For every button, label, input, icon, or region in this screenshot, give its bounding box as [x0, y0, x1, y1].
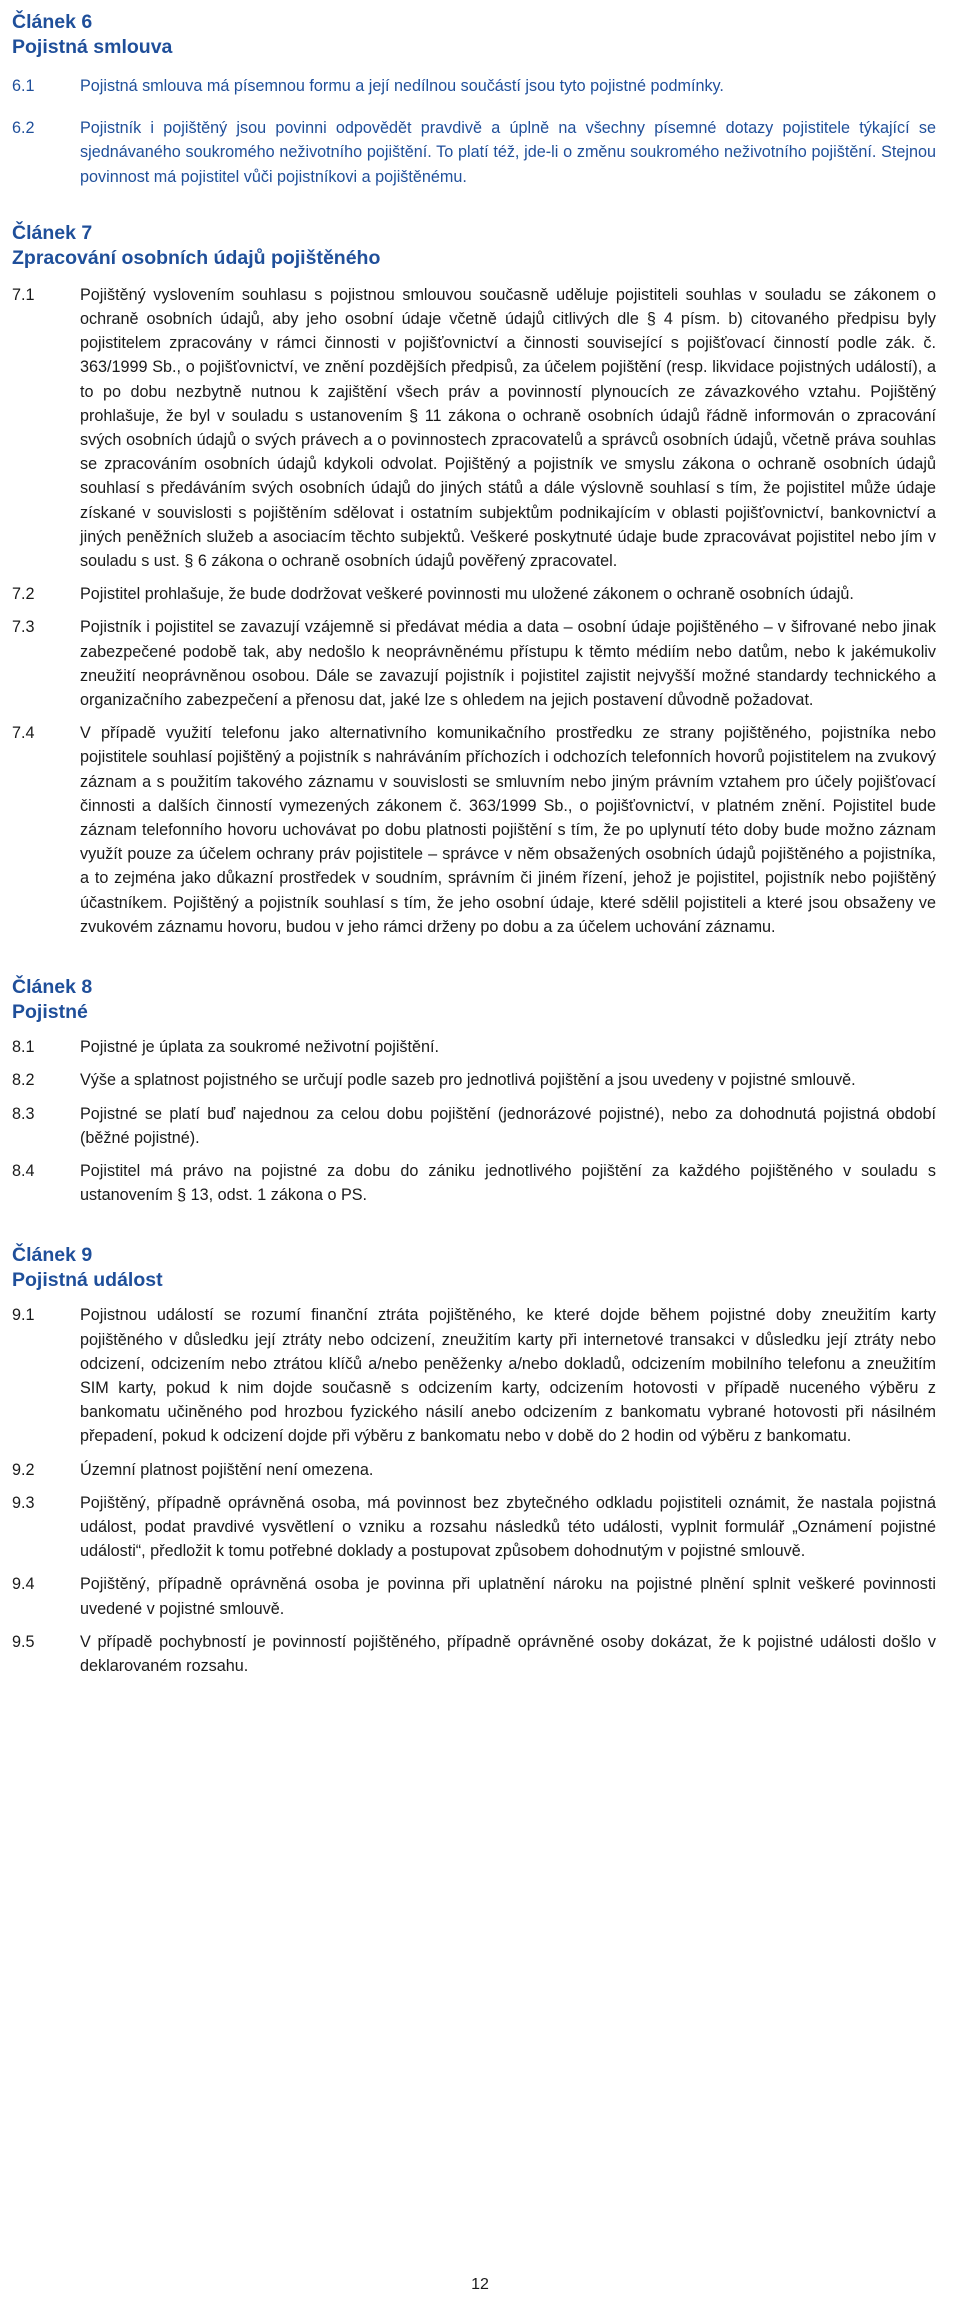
- clause-number: 6.2: [12, 119, 35, 138]
- clause-9-4: [12, 1572, 936, 1620]
- clause-text: V případě využití telefonu jako alternativního komunikačního prostředku ze strany pojištěného, pojistníka nebo pojistitele souhlasí pojištěný a pojistník s nahráváním příchozích i odchozích telefonních hovorů pojistitelem na zvukový záznam a s použitím takového záznamu v souvislosti se smluvním nebo jiným právním vztahem pro účely pojišťovací činnosti a dalších činností vymezených zákonem č. 363/1999 Sb., o pojišťovnictví, v platném znění. Pojistitel bude záznam telefonního hovoru uchovávat po dobu platnosti pojištění s tím, že po uplynutí této doby bude možno záznam využít pouze za účelem ochrany práv pojistitele – správce v něm obsažených osobních údajů pojištěného a pojistníka, a to zejména jako důkazní prostředek v soudním, správním či jiném řízení, jehož je pojistitel, pojistník nebo pojištěný účastníkem. Pojištěný a pojistník souhlasí s tím, že jeho osobní údaje, které sdělil pojistiteli a které jsou obsaženy ve zvukovém záznamu hovoru, budou v jeho rámci drženy po dobu a za účelem uchování záznamu.: [80, 724, 936, 936]
- article-9: [12, 1243, 936, 1678]
- clause-text: Pojistník i pojistitel se zavazují vzájemně si předávat média a data – osobní údaje pojištěného – v šifrované nebo jinak zabezpečené podobě tak, aby nedošlo k neoprávněnému přístupu k těmto médiím nebo datům, nebo k jakémukoliv zneužití neoprávněnou osobou. Dále se zavazují pojistník i pojistitel zajistit nejvyšší možné standardy technického a organizačního zabezpečení a přenosu dat, jaké lze s ohledem na jejich postavení důvodně požadovat.: [80, 618, 936, 710]
- clause-text: Pojistník i pojištěný jsou povinni odpovědět pravdivě a úplně na všechny písemné dotazy pojistitele týkající se sjednávaného soukromého neživotního pojištění. To platí též, jde-li o změnu soukromého neživotního pojištění. Stejnou povinnost má pojistitel vůči pojistníkovi a pojištěnému.: [80, 119, 936, 186]
- clause-text: Pojištěný vyslovením souhlasu s pojistnou smlouvou současně uděluje pojistiteli souhlas v souladu se zákonem o ochraně osobních údajů, aby jeho osobní údaje včetně údajů citlivých dle § 4 písm. b) citovaného předpisu byly pojistitelem zpracovány v rámci činnosti v pojišťovnictví a činnosti související s pojišťovací činností podle zák. č. 363/1999 Sb., o pojišťovnictví, ve znění pozdějších předpisů, za účelem pojištění (resp. likvidace pojistných událostí), a to po dobu nezbytně nutnou k zajištění všech práv a povinností plynoucích ze závazkového vztahu. Pojištěný prohlašuje, že byl v souladu s ustanovením § 11 zákona o ochraně osobních údajů řádně informován o zpracování svých osobních údajů o svých právech a o povinnostech zpracovatelů a správců osobních údajů, včetně práva souhlas se zpracováním osobních údajů kdykoli odvolat. Pojištěný a pojistník ve smyslu zákona o ochraně osobních údajů souhlasí s předáváním svých osobních údajů do jiných států a dále výslovně souhlasí s tím, že pojistitel může údaje získané v souvislosti s pojištěním sdělovat i ostatním subjektům podnikajícím v oblasti pojišťovnictví, bankovnictví a jiných peněžních služeb a asociacím těchto subjektů. Veškeré poskytnuté údaje bude zpracovávat pojistitel nebo jím v souladu s ust. § 6 zákona o ochraně osobních údajů pověřený zpracovatel.: [80, 285, 936, 571]
- clause-text: Výše a splatnost pojistného se určují podle sazeb pro jednotlivá pojištění a jsou uvedeny v pojistné smlouvě.: [80, 1071, 856, 1090]
- clause-7-2: [12, 582, 936, 606]
- clause-6-2: [12, 116, 936, 189]
- clause-8-1: [12, 1035, 936, 1059]
- clause-text: Pojištěný, případně oprávněná osoba je povinna při uplatnění nároku na pojistné plnění splnit veškeré povinnosti uvedené v pojistné smlouvě.: [80, 1575, 936, 1618]
- clause-8-2: [12, 1068, 936, 1092]
- article-7-label: Článek 7: [12, 221, 93, 244]
- clause-number: 8.1: [12, 1038, 35, 1057]
- clause-text: V případě pochybností je povinností pojištěného, případně oprávněné osoby dokázat, že k pojistné události došlo v deklarovaném rozsahu.: [80, 1632, 936, 1675]
- article-8-label: Článek 8: [12, 976, 93, 999]
- clause-number: 7.4: [12, 724, 35, 743]
- clause-number: 7.1: [12, 285, 35, 304]
- clause-text: Pojistnou událostí se rozumí finanční ztráta pojištěného, ke které dojde během pojistné doby zneužitím karty pojištěného v důsledku její ztráty nebo odcizení, zneužitím karty při internetové transakci v důsledku její ztráty nebo odcizení, odcizením nebo ztrátou klíčů a/nebo peněženky a/nebo dokladů, odcizením mobilního telefonu a zneužitím SIM karty, pokud k nim dojde současně s odcizením karty, odcizením hotovosti v případě nuceného výběru z bankomatu učiněného pod hrozbou fyzického násilí anebo odcizením z bankomatu vybrané hotovosti při násilném přepadení, pokud k odcizení dojde při výběru z bankomatu nebo v době do 2 hodin od výběru z bankomatu.: [80, 1306, 936, 1446]
- article-7-title: Zpracování osobních údajů pojištěného: [12, 246, 381, 269]
- clause-text: Pojistitel prohlašuje, že bude dodržovat veškeré povinnosti mu uložené zákonem o ochraně osobních údajů.: [80, 585, 854, 604]
- clause-8-3: [12, 1102, 936, 1150]
- clause-9-3: [12, 1491, 936, 1564]
- clause-9-2: [12, 1458, 936, 1482]
- article-7: [12, 221, 936, 939]
- clause-text: Pojistitel má právo na pojistné za dobu do zániku jednotlivého pojištění za každého pojištěného v souladu s ustanovením § 13, odst. 1 zákona o PS.: [80, 1161, 936, 1205]
- article-6-title: Pojistná smlouva: [12, 36, 173, 58]
- clause-8-4: [12, 1159, 936, 1207]
- clause-text: Pojistná smlouva má písemnou formu a její nedílnou součástí jsou tyto pojistné podmínky.: [80, 77, 724, 95]
- article-9-label: Článek 9: [12, 1244, 93, 1267]
- clause-6-1: [12, 74, 936, 98]
- clause-9-5: [12, 1630, 936, 1678]
- article-8-title: Pojistné: [12, 1001, 88, 1024]
- clause-number: 7.2: [12, 585, 35, 604]
- clause-9-1: [12, 1303, 936, 1448]
- article-9-title: Pojistná událost: [12, 1269, 163, 1292]
- clause-7-4: [12, 721, 936, 939]
- clause-number: 9.5: [12, 1632, 35, 1651]
- clause-number: 9.3: [12, 1493, 35, 1512]
- clause-7-1: [12, 283, 936, 573]
- clause-text: Pojistné se platí buď najednou za celou dobu pojištění (jednorázové pojistné), nebo za dohodnutá pojistná období (běžné pojistné).: [80, 1104, 936, 1147]
- clause-number: 9.1: [12, 1306, 35, 1325]
- clause-number: 8.4: [12, 1161, 35, 1180]
- page-number: 12: [471, 2276, 489, 2293]
- clause-number: 9.4: [12, 1575, 35, 1594]
- article-6-label: Článek 6: [12, 11, 93, 33]
- clause-7-3: [12, 615, 936, 712]
- clause-text: Pojištěný, případně oprávněná osoba, má povinnost bez zbytečného odkladu pojistiteli oznámit, že nastala pojistná událost, podat pravdivé vysvětlení o vzniku a rozsahu následků této události, vyplnit formulář „Oznámení pojistné události“, předložit k tomu potřebné doklady a postupovat způsobem dohodnutým v pojistné smlouvě.: [80, 1493, 936, 1561]
- clause-number: 6.1: [12, 77, 35, 95]
- clause-number: 8.3: [12, 1104, 35, 1123]
- clause-text: Územní platnost pojištění není omezena.: [80, 1460, 374, 1479]
- article-6: [12, 10, 936, 189]
- clause-text: Pojistné je úplata za soukromé neživotní pojištění.: [80, 1038, 440, 1057]
- clause-number: 9.2: [12, 1460, 35, 1479]
- clause-number: 8.2: [12, 1071, 35, 1090]
- article-8: [12, 975, 936, 1207]
- document-page: [12, 10, 936, 1678]
- clause-number: 7.3: [12, 618, 35, 637]
